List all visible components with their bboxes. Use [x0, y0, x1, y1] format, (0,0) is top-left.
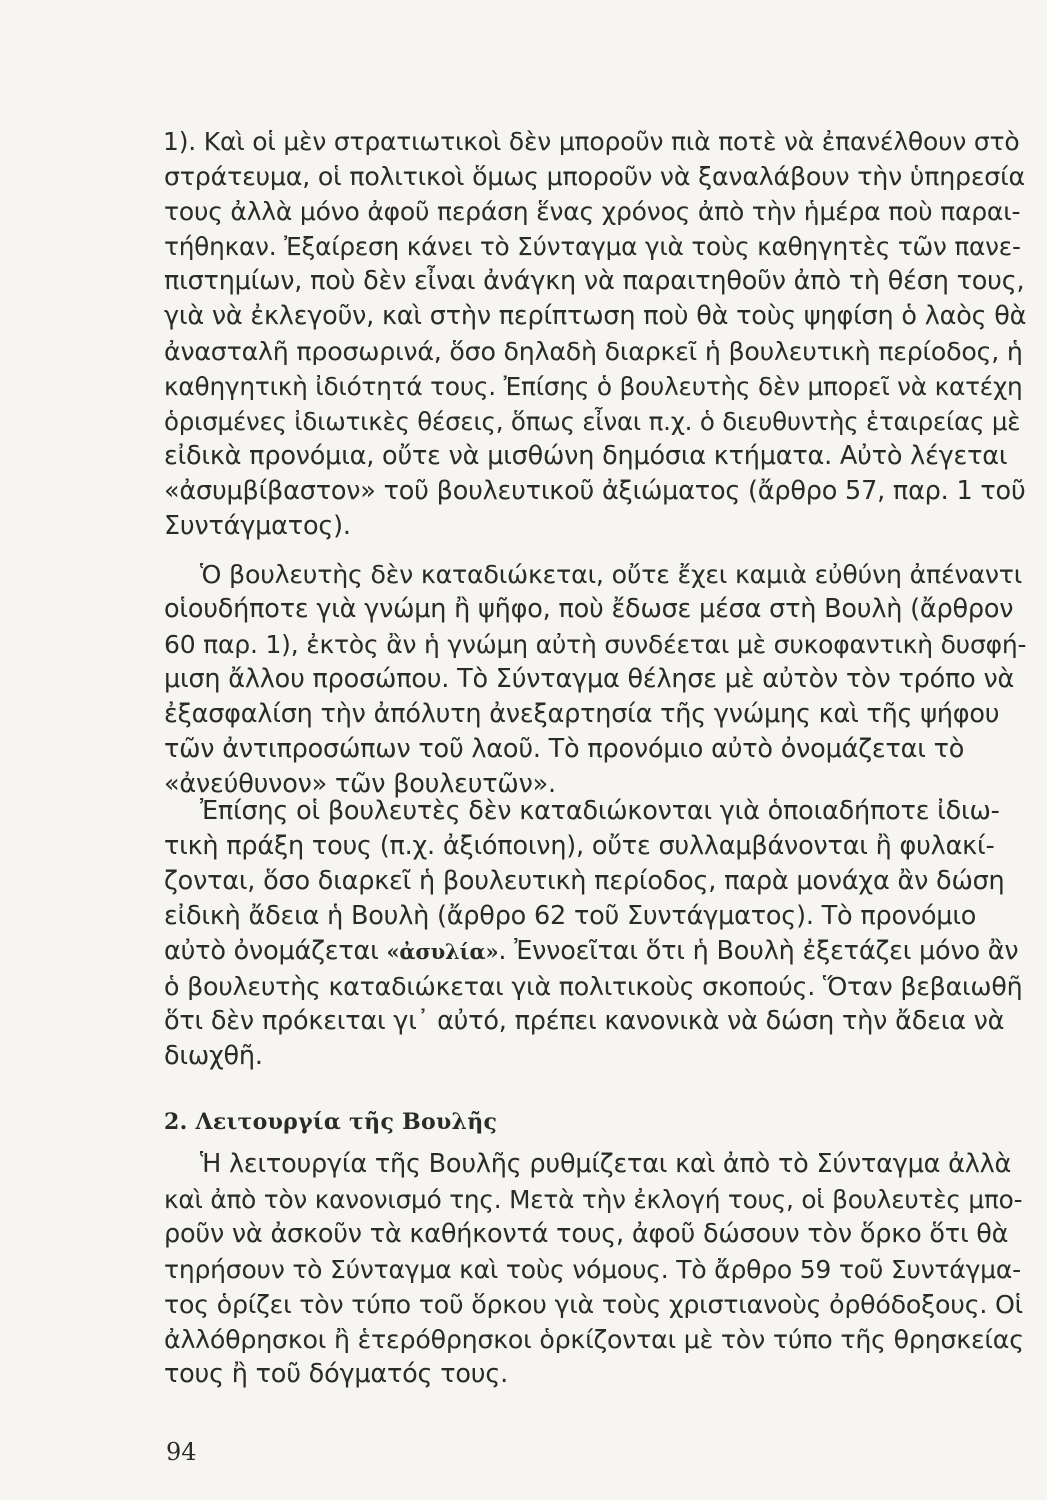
text-line: ἀλλόθρησκοι ἢ ἑτερόθρησκοι ὁρκίζονται μὲ τὸν τύπο τῆς θρησκείας — [164, 1325, 1024, 1354]
text-line: διωχθῆ. — [164, 1041, 263, 1071]
text-line: ἀνασταλῆ προσωρινά, ὅσο δηλαδὴ διαρκεῖ ἡ βουλευτικὴ περίοδος, ἡ — [164, 337, 1023, 366]
section-heading: 2. Λειτουργία τῆς Βουλῆς — [164, 1109, 498, 1135]
text-line: Ὁ βουλευτὴς δὲν καταδιώκεται, οὔτε ἔχει καμιὰ εὐθύνη ἀπέναντι — [200, 560, 1023, 589]
text-line: τους ἢ τοῦ δόγματός τους. — [164, 1359, 508, 1389]
text-line: καθηγητικὴ ἰδιότητά τους. Ἐπίσης ὁ βουλευτὴς δὲν μπορεῖ νὰ κατέχη — [164, 372, 1023, 401]
paragraph-leitourgia — [164, 1147, 1026, 1392]
text-line: ροῦν νὰ ἀσκοῦν τὰ καθήκοντά τους, ἀφοῦ δώσουν τὸν ὅρκο ὅτι θὰ — [164, 1219, 1009, 1249]
text-line: τήθηκαν. Ἐξαίρεση κάνει τὸ Σύνταγμα γιὰ τοὺς καθηγητὲς τῶν πανε- — [164, 232, 1021, 261]
text-line: «ἀσυμβίβαστον» τοῦ βουλευτικοῦ ἀξιώματος (ἄρθρο 57, παρ. 1 τοῦ — [164, 476, 1026, 506]
paragraph-anefthynon — [164, 557, 1026, 802]
text-line: Ἐπίσης οἱ βουλευτὲς δὲν καταδιώκονται γιὰ ὁποιαδήποτε ἰδιω- — [200, 796, 1000, 826]
text-line: ὅτι δὲν πρόκειται γι᾿ αὐτό, πρέπει κανονικὰ νὰ δώση τὴν ἄδεια νὰ — [164, 1006, 1005, 1036]
text-line: καὶ ἀπὸ τὸν κανονισμό της. Μετὰ τὴν ἐκλογή τους, οἱ βουλευτὲς μπο- — [164, 1185, 1023, 1214]
paragraph-asylia — [164, 794, 1026, 1074]
text-line: 60 παρ. 1), ἐκτὸς ἂν ἡ γνώμη αὐτὴ συνδέεται μὲ συκοφαντικὴ δυσφή- — [164, 630, 1027, 659]
text-line: 1). Καὶ οἱ μὲν στρατιωτικοὶ δὲν μποροῦν πιὰ ποτὲ νὰ ἐπανέλθουν στὸ — [163, 127, 1020, 156]
paragraph-asymvivaston — [164, 124, 1026, 544]
text-line: πιστημίων, ποὺ δὲν εἶναι ἀνάγκη νὰ παραιτηθοῦν ἀπὸ τὴ θέση τους, — [164, 266, 1025, 296]
text-line: εἰδικὰ προνόμια, οὔτε νὰ μισθώνη δημόσια κτήματα. Αὐτὸ λέγεται — [164, 441, 1008, 471]
text-fragment: . Ἐννοεῖται ὅτι ἡ Βουλὴ ἐξετάζει μόνο ἂν — [498, 936, 1019, 966]
text-line: Ἡ λειτουργία τῆς Βουλῆς ρυθμίζεται καὶ ἀπὸ τὸ Σύνταγμα ἀλλὰ — [200, 1149, 1012, 1179]
text-line: ἐξασφαλίση τὴν ἀπόλυτη ἀνεξαρτησία τῆς γνώμης καὶ τῆς ψήφου — [164, 699, 1000, 729]
text-line: τῶν ἀντιπροσώπων τοῦ λαοῦ. Τὸ προνόμιο αὐτὸ ὀνομάζεται τὸ — [164, 734, 965, 764]
text-line — [164, 934, 1026, 969]
page-number: 94 — [166, 1438, 197, 1466]
text-line: μιση ἄλλου προσώπου. Τὸ Σύνταγμα θέλησε μὲ αὐτὸν τὸν τρόπο νὰ — [164, 664, 1015, 694]
text-line: εἰδικὴ ἄδεια ἡ Βουλὴ (ἄρθρο 62 τοῦ Συντάγματος). Τὸ προνόμιο — [164, 901, 977, 931]
text-line: οἱουδήποτε γιὰ γνώμη ἢ ψῆφο, ποὺ ἔδωσε μέσα στὴ Βουλὴ (ἄρθρον — [164, 594, 1014, 624]
text-line: ὁρισμένες ἰδιωτικὲς θέσεις, ὅπως εἶναι π.χ. ὁ διευθυντὴς ἑταιρείας μὲ — [164, 407, 1021, 436]
bold-term-asylia: «ἀσυλία» — [386, 939, 499, 964]
text-fragment: αὐτὸ ὀνομάζεται — [164, 936, 379, 966]
text-line: γιὰ νὰ ἐκλεγοῦν, καὶ στὴν περίπτωση ποὺ θὰ τοὺς ψηφίση ὁ λαὸς θὰ — [164, 301, 1027, 331]
text-line: τους ἀλλὰ μόνο ἀφοῦ περάση ἕνας χρόνος ἀπὸ τὴν ἡμέρα ποὺ παραι- — [164, 197, 1021, 226]
text-line: «ἀνεύθυνον» τῶν βουλευτῶν». — [164, 769, 556, 799]
text-line: Συντάγματος). — [164, 511, 351, 541]
text-line: τικὴ πράξη τους (π.χ. ἀξιόποινη), οὔτε συλλαμβάνονται ἢ φυλακί- — [164, 831, 995, 861]
text-line: στράτευμα, οἱ πολιτικοὶ ὅμως μποροῦν νὰ ξαναλάβουν τὴν ὑπηρεσία — [164, 162, 1025, 191]
text-line: ζονται, ὅσο διαρκεῖ ἡ βουλευτικὴ περίοδος, παρὰ μονάχα ἂν δώση — [164, 866, 1005, 896]
text-line: τος ὁρίζει τὸν τύπο τοῦ ὅρκου γιὰ τοὺς χριστιανοὺς ὀρθόδοξους. Οἱ — [164, 1290, 1023, 1319]
text-line: ὁ βουλευτὴς καταδιώκεται γιὰ πολιτικοὺς σκοπούς. Ὅταν βεβαιωθῆ — [164, 972, 1023, 1001]
text-line: τηρήσουν τὸ Σύνταγμα καὶ τοὺς νόμους. Τὸ ἄρθρο 59 τοῦ Συντάγμα- — [164, 1255, 1021, 1284]
